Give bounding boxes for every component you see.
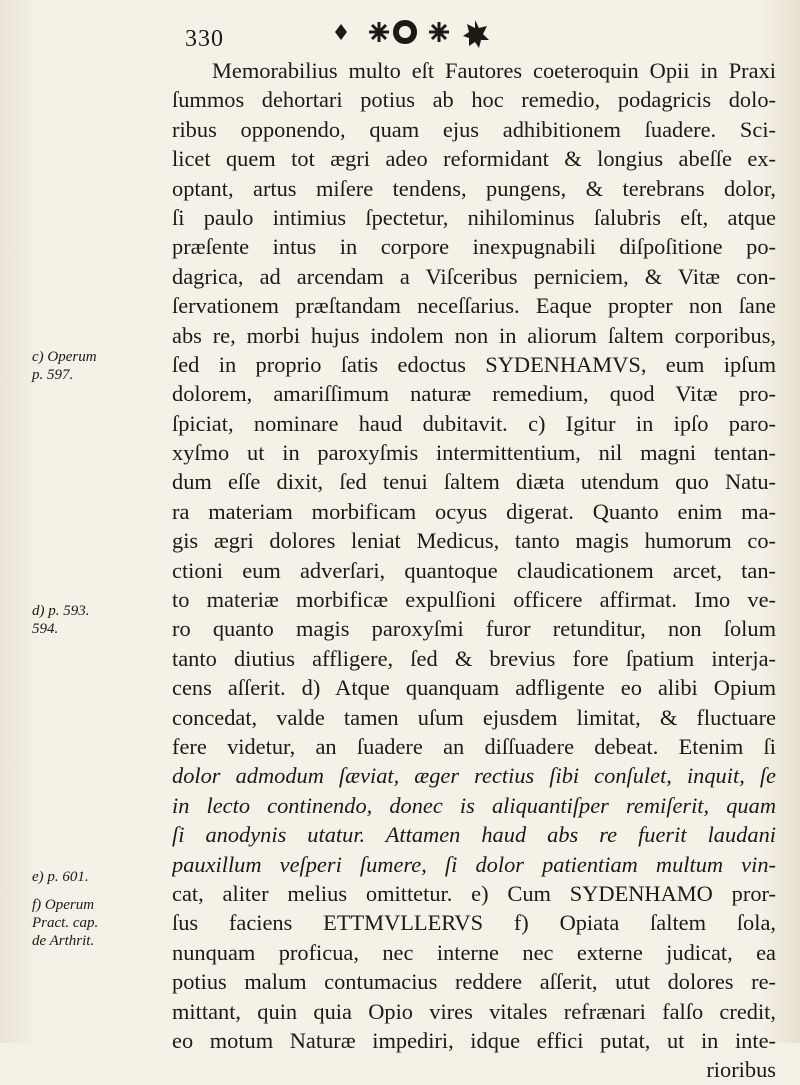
text-line: mittant, quin quia Opio vires vitales refrænari falſo credit,	[172, 998, 776, 1024]
text-line: nunquam proficua, nec interne nec externe judicat, ea	[172, 939, 776, 965]
text-line: optant, artus miſere tendens, pungens, & terebrans dolor,	[172, 175, 776, 201]
text-line: ſi paulo intimius ſpectetur, nihilominus ſalubris eſt, atque	[172, 204, 776, 230]
text-line: in lecto continendo, donec is aliquantiſper remiſerit, quam	[172, 792, 776, 818]
text-line: xyſmo ut in paroxyſmis intermittentium, nil magni tentan-	[172, 440, 776, 466]
margin-notes	[0, 0, 170, 1043]
text-line: licet quem tot ægri adeo reformidant & longius abeſſe ex-	[172, 146, 776, 172]
text-line: ſummos dehortari potius ab hoc remedio, podagricis dolo-	[172, 87, 776, 113]
text-line: ra materiam morbificam ocyus digerat. Quanto enim ma-	[172, 498, 776, 524]
text-line: ſi anodynis utatur. Attamen haud abs re fuerit laudani	[172, 822, 776, 848]
body-text	[172, 56, 776, 1085]
text-line: dagrica, ad arcendam a Viſceribus perniciem, & Vitæ con-	[172, 263, 776, 289]
text-line: pauxillum veſperi ſumere, ſi dolor patientiam multum vin-	[172, 851, 776, 877]
text-line: ſpiciat, nominare haud dubitavit. c) Igitur in ipſo paro-	[172, 410, 776, 436]
text-line: ſervationem præſtandam neceſſarius. Eaque propter non ſane	[172, 293, 776, 319]
catchword: rioribus	[706, 1057, 776, 1083]
text-line: to materiæ morbificæ expulſioni officere affirmat. Imo ve-	[172, 587, 776, 613]
margin-note-f: f) Operum Pract. cap. de Arthrit.	[32, 897, 99, 949]
text-line: tanto diutius affligere, ſed & brevius fore ſpatium interja-	[172, 645, 776, 671]
text-line: gis ægri dolores leniat Medicus, tanto magis humorum co-	[172, 528, 776, 554]
margin-note-d: d) p. 593. 594.	[32, 603, 90, 637]
text-line: fere videtur, an ſuadere an diſſuadere debeat. Etenim ſi	[172, 733, 776, 759]
text-line: abs re, morbi hujus indolem non in aliorum ſaltem corporibus,	[172, 322, 776, 348]
text-line: dolorem, amariſſimum naturæ remedium, quod Vitæ pro-	[172, 381, 776, 407]
text-line: potius malum contumacius reddere aſſerit, utut dolores re-	[172, 969, 776, 995]
text-line: concedat, valde tamen uſum ejusdem limitat, & fluctuare	[172, 704, 776, 730]
text-line: cat, aliter melius omittetur. e) Cum SYDENHAMO pror-	[172, 880, 776, 906]
text-line: eo motum Naturæ impediri, idque effici putat, ut in inte-	[172, 1027, 776, 1053]
text-line: ctioni eum adverſari, quantoque claudicationem arcet, tan-	[172, 557, 776, 583]
text-line: præſente intus in corpore inexpugnabili diſpoſitione po-	[172, 234, 776, 260]
page-number: 330	[185, 26, 224, 52]
text-line: ſus faciens ETTMVLLERVS f) Opiata ſaltem ſola,	[172, 910, 776, 936]
margin-note-c: c) Operum p. 597.	[32, 349, 97, 383]
text-line: ribus opponendo, quam ejus adhibitionem ſuadere. Sci-	[172, 116, 776, 142]
text-line: Memorabilius multo eſt Fautores coeteroquin Opii in Praxi	[212, 58, 776, 83]
printer-ornament-icon	[325, 14, 505, 50]
margin-note-e: e) p. 601.	[32, 869, 89, 885]
text-line: ro quanto magis paroxyſmi furor retunditur, non ſolum	[172, 616, 776, 642]
text-line: dolor admodum ſæviat, æger rectius ſibi conſulet, inquit, ſe	[172, 763, 776, 789]
text-line: ſed in proprio ſatis edoctus SYDENHAMVS, eum ipſum	[172, 351, 776, 377]
text-line: cens aſſerit. d) Atque quanquam adfligente eo alibi Opium	[172, 675, 776, 701]
text-line: dum eſſe dixit, ſed tenui ſaltem diæta utendum quo Natu-	[172, 469, 776, 495]
